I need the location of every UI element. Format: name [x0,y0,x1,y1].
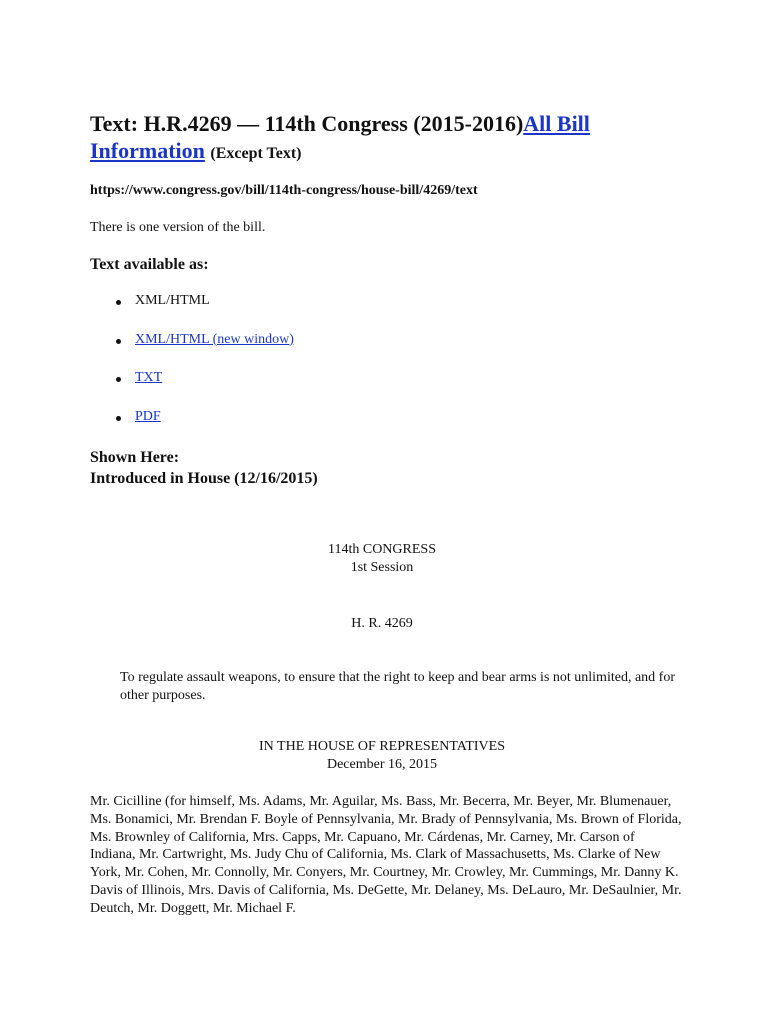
congress-heading [90,541,674,577]
format-xml-html-new-window-link[interactable]: XML/HTML (new window) [135,331,294,347]
bill-url: https://www.congress.gov/bill/114th-congress/house-bill/4269/text [90,183,478,198]
format-xml-html-label: XML/HTML [135,293,210,308]
version-count-text: There is one version of the bill. [90,220,266,235]
all-bill-information-link[interactable]: All Bill Information [90,111,590,163]
bill-title: Text: H.R.4269 — 114th Congress (2015-2016) [90,111,524,136]
shown-here-label: Shown Here: [90,449,180,466]
chamber-name: IN THE HOUSE OF REPRESENTATIVES [259,739,505,754]
format-item-xml-html-new-window [90,332,294,371]
format-item-xml-html [90,293,294,332]
bill-number: H. R. 4269 [351,616,413,631]
format-pdf-link[interactable]: PDF [135,408,161,424]
congress-number: 114th CONGRESS [327,542,436,557]
except-text-note: (Except Text) [210,145,302,162]
format-list [90,293,294,447]
format-txt-link[interactable]: TXT [135,370,163,385]
bill-purpose: To regulate assault weapons, to ensure that the right to keep and bear arms is not unlimited, and for other purposes. [120,670,675,703]
chamber-heading [90,738,674,774]
page-title [90,110,650,167]
format-item-pdf [90,409,294,448]
sponsors-paragraph: Mr. Cicilline (for himself, Ms. Adams, Mr. Aguilar, Ms. Bass, Mr. Becerra, Mr. Beyer, Mr. Blumenauer, Ms. Bonamici, Mr. Brendan F. Boyle of Pennsylvania, Mr. Brady of Pennsylvania, Ms. Brown of Florida, Ms. Brownley of California, Mrs. Capps, Mr. Capuano, Mr. Cárdenas, Mr. Carney, Mr. Carson of Indiana, Mr. Cartwright, Ms. Judy Chu of California, Ms. Clark of Massachusetts, Ms. Clarke of New York, Mr. Cohen, Mr. Connolly, Mr. Conyers, Mr. Courtney, Mr. Crowley, Mr. Cummings, Mr. Danny K. Davis of Illinois, Mrs. Davis of California, Ms. DeGette, Mr. Delaney, Ms. DeLauro, Mr. DeSaulnier, Mr. Deutch, Mr. Doggett, Mr. Michael F. [90,794,682,916]
introduction-date: December 16, 2015 [326,757,438,772]
shown-here-block [90,447,318,489]
shown-here-value: Introduced in House (12/16/2015) [90,470,318,487]
session-number: 1st Session [350,560,414,575]
format-item-txt [90,370,294,409]
text-available-heading: Text available as: [90,256,209,273]
